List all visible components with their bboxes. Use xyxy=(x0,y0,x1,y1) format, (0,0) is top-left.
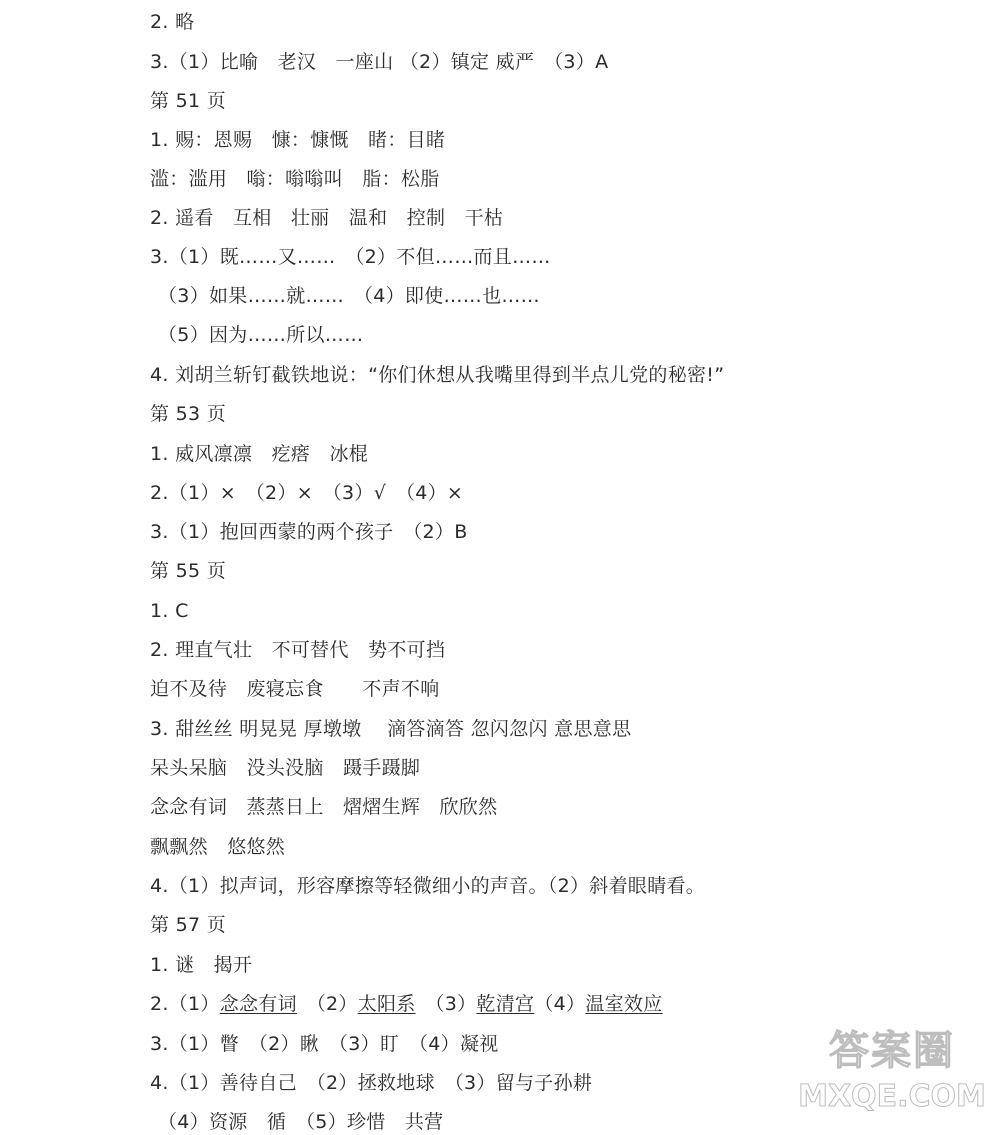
watermark-title: 答案圈 xyxy=(829,1028,955,1074)
answer-line: 1. 威风凛凛 疙瘩 冰棍 xyxy=(150,443,369,465)
answer-line: 3.（1）既……又…… （2）不但……而且…… xyxy=(150,246,551,268)
answer-line: 4.（1）善待自己 （2）拯救地球 （3）留与子孙耕 xyxy=(150,1072,593,1094)
watermark-logo xyxy=(792,1023,992,1133)
answer-line: 3.（1）抱回西蒙的两个孩子 （2）B xyxy=(150,521,468,543)
answer-line: （5）因为……所以…… xyxy=(158,324,364,346)
underlined-answer: 太阳系 xyxy=(357,993,416,1015)
answer-line: 4.（1）拟声词，形容摩擦等轻微细小的声音。（2）斜着眼睛看。 xyxy=(150,875,706,897)
answer-line: 3. 甜丝丝 明晃晃 厚墩墩 滴答滴答 忽闪忽闪 意思意思 xyxy=(150,718,632,740)
answer-prefix: （3） xyxy=(415,993,477,1015)
answer-line: 1. 赐：恩赐 慷：慷慨 睹：目睹 xyxy=(150,129,446,151)
answer-line: （4）资源 循 （5）珍惜 共营 xyxy=(158,1111,444,1133)
answer-line: 1. 谜 揭开 xyxy=(150,954,253,976)
answer-line: 1. C xyxy=(150,600,189,622)
answer-line: 飘飘然 悠悠然 xyxy=(150,836,286,858)
answer-line-underlined xyxy=(150,992,663,1016)
answer-prefix: （2） xyxy=(296,993,358,1015)
answer-line: 2.（1）× （2）× （3）√ （4）× xyxy=(150,482,464,504)
answer-line: 3.（1）瞥 （2）瞅 （3）盯 （4）凝视 xyxy=(150,1033,499,1055)
underlined-answer: 温室效应 xyxy=(585,993,663,1015)
underlined-answer: 念念有词 xyxy=(219,993,297,1015)
page-heading: 第 51 页 xyxy=(150,90,227,112)
answer-prefix: 2.（1） xyxy=(150,993,220,1015)
underlined-answer: 乾清宫 xyxy=(476,993,535,1015)
page-heading: 第 53 页 xyxy=(150,403,227,425)
answer-line: 2. 略 xyxy=(150,11,195,33)
answer-line: 呆头呆脑 没头没脑 蹑手蹑脚 xyxy=(150,757,421,779)
answer-line: 2. 遥看 互相 壮丽 温和 控制 干枯 xyxy=(150,207,504,229)
answer-line: （3）如果……就…… （4）即使……也…… xyxy=(158,285,540,307)
answer-line: 4. 刘胡兰斩钉截铁地说：“你们休想从我嘴里得到半点儿党的秘密!” xyxy=(150,364,725,386)
answer-line: 2. 理直气壮 不可替代 势不可挡 xyxy=(150,639,446,661)
page-heading: 第 57 页 xyxy=(150,914,227,936)
answer-line: 3.（1）比喻 老汉 一座山 （2）镇定 威严 （3）A xyxy=(150,51,609,73)
page-heading: 第 55 页 xyxy=(150,560,227,582)
answer-line: 滥：滥用 嗡：嗡嗡叫 脂：松脂 xyxy=(150,168,440,190)
answer-line: 念念有词 蒸蒸日上 熠熠生辉 欣欣然 xyxy=(150,796,498,818)
answer-prefix: （4） xyxy=(534,993,586,1015)
answer-line: 迫不及待 废寝忘食 不声不响 xyxy=(150,678,440,700)
watermark-url: MXQE.COM xyxy=(798,1079,986,1114)
